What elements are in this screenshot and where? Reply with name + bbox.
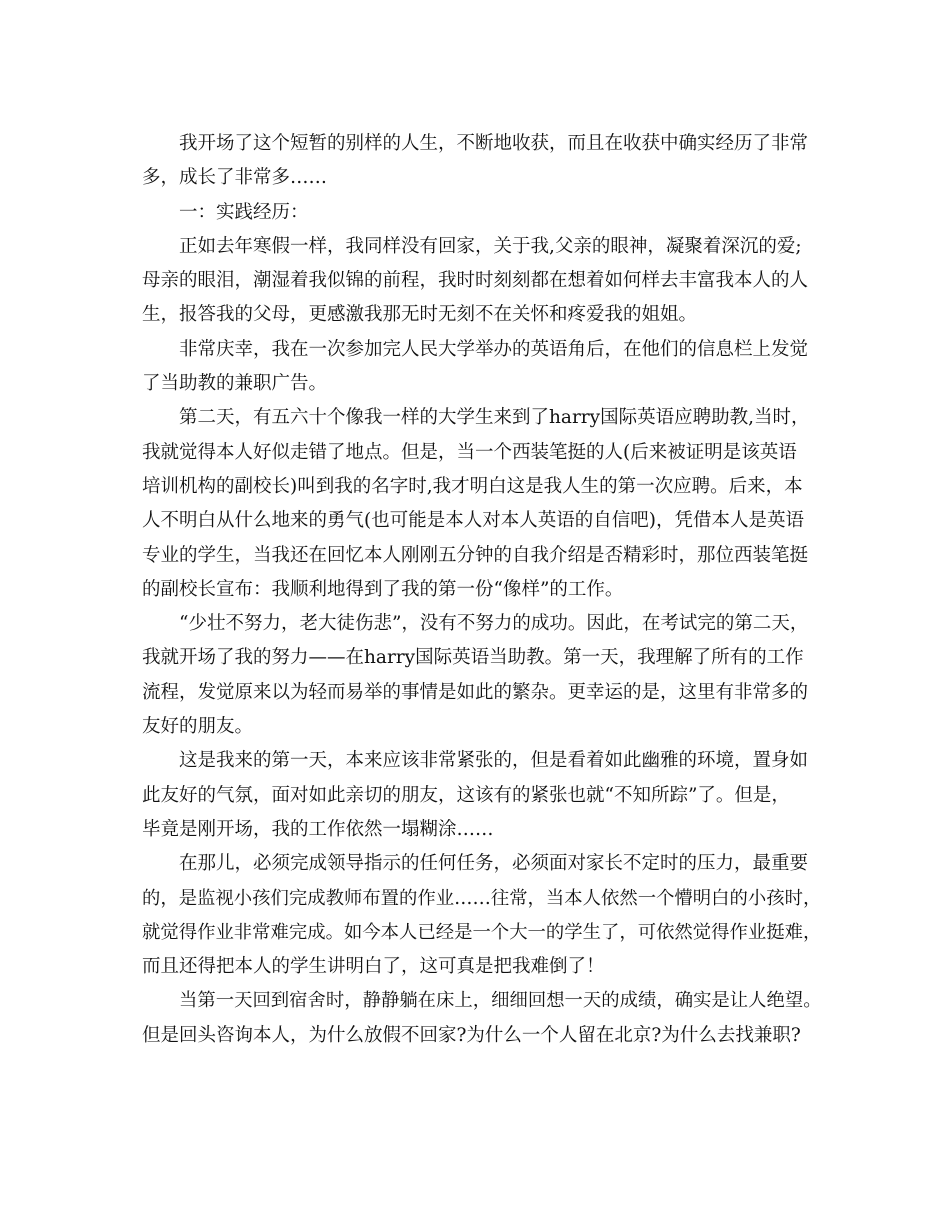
text-line: 正如去年寒假一样，我同样没有回家，关于我,父亲的眼神，凝聚着深沉的爱; [179, 235, 802, 257]
text-line: 在那儿，必须完成领导指示的任何任务，必须面对家长不定时的压力，最重要 [179, 853, 809, 875]
body-text [142, 127, 822, 1053]
text-line: 当第一天回到宿舍时，静静躺在床上，细细回想一天的成绩，确实是让人绝望。 [179, 990, 822, 1012]
text-line: 的副校长宣布：我顺利地得到了我的第一份“像样”的工作。 [142, 578, 624, 600]
text-line: 这是我来的第一天，本来应该非常紧张的，但是看着如此幽雅的环境，置身如 [179, 750, 809, 772]
text-line: 母亲的眼泪，潮湿着我似锦的前程，我时时刻刻都在想着如何样去丰富我本人的人 [142, 270, 809, 292]
text-line: 我开场了这个短暂的别样的人生，不断地收获，而且在收获中确实经历了非常 [179, 133, 809, 154]
text-line: 第二天，有五六十个像我一样的大学生来到了harry国际英语应聘助教,当时， [179, 407, 810, 429]
text-line: 生，报答我的父母，更感激我那无时无刻不在关怀和疼爱我的姐姐。 [142, 304, 698, 326]
text-line: 培训机构的副校长)叫到我的名字时,我才明白这是我人生的第一次应聘。后来，本 [142, 475, 803, 497]
section-heading: 一：实践经历： [179, 201, 309, 223]
text-line: 非常庆幸，我在一次参加完人民大学举办的英语角后，在他们的信息栏上发觉 [179, 338, 809, 360]
text-line: 此友好的气氛，面对如此亲切的朋友，这该有的紧张也就“不知所踪”了。但是， [142, 784, 790, 806]
text-line: 的，是监视小孩们完成教师布置的作业……往常，当本人依然一个懵明白的小孩时， [142, 887, 822, 909]
text-line: 多，成长了非常多…… [142, 167, 328, 189]
text-line: 我就开场了我的努力——在harry国际英语当助教。第一天，我理解了所有的工作 [142, 647, 804, 669]
text-line: 就觉得作业非常难完成。如今本人已经是一个大一的学生了，可依然觉得作业挺难， [142, 921, 822, 943]
text-line: 我就觉得本人好似走错了地点。但是，当一个西装笔挺的人(后来被证明是该英语 [142, 441, 797, 463]
text-line: 而且还得把本人的学生讲明白了，这可真是把我难倒了！ [142, 956, 605, 978]
text-line: 流程，发觉原来以为轻而易举的事情是如此的繁杂。更幸运的是，这里有非常多的 [142, 681, 809, 703]
text-line: 友好的朋友。 [142, 716, 254, 738]
text-line: 了当助教的兼职广告。 [142, 373, 328, 395]
text-line: 专业的学生，当我还在回忆本人刚刚五分钟的自我介绍是否精彩时，那位西装笔挺 [142, 544, 809, 566]
text-line: 毕竟是刚开场，我的工作依然一塌糊涂…… [142, 818, 494, 840]
text-line: 人不明白从什么地来的勇气(也可能是本人对本人英语的自信吧)，凭借本人是英语 [142, 510, 804, 532]
text-line: “少壮不努力，老大徒伤悲”，没有不努力的成功。因此，在考试完的第二天， [179, 613, 809, 635]
text-line: 但是回头咨询本人，为什么放假不回家?为什么一个人留在北京?为什么去找兼职? [142, 1024, 801, 1046]
